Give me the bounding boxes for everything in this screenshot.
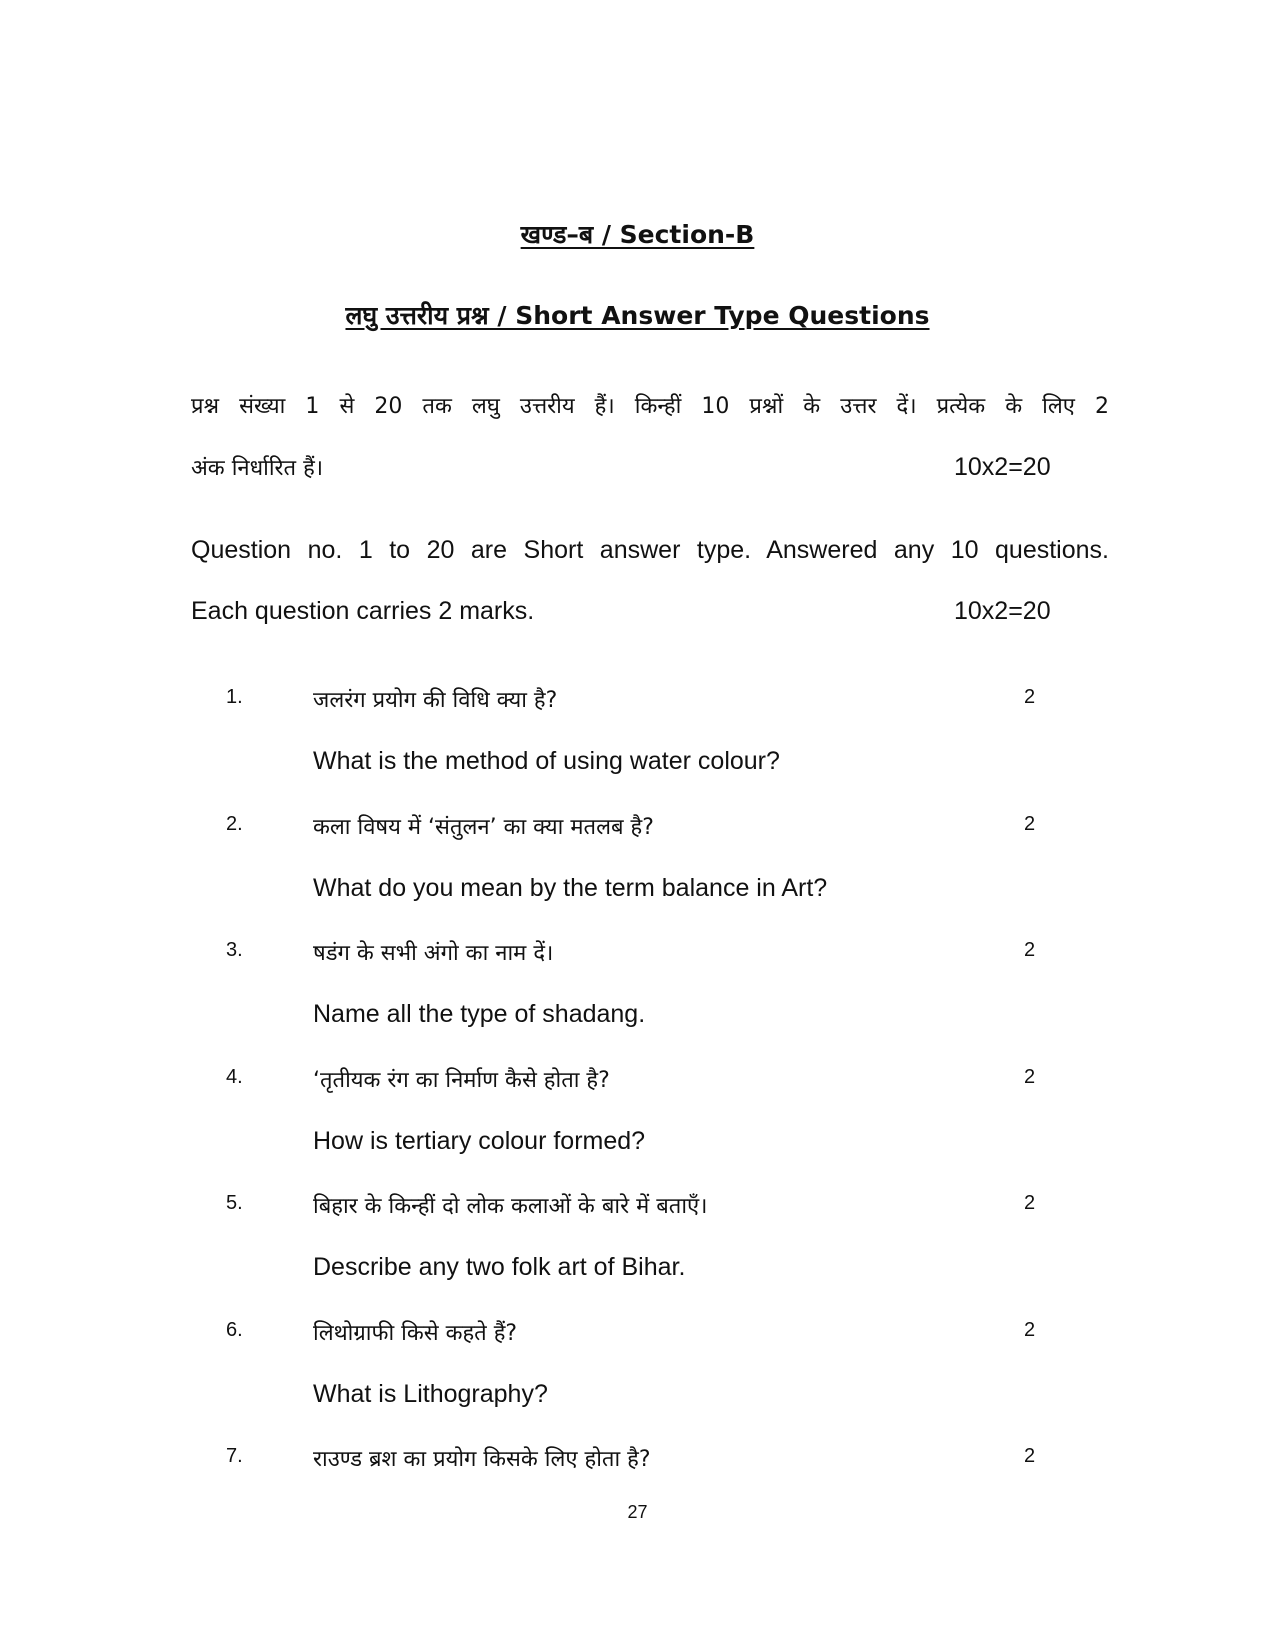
question-text-hindi: कला विषय में ‘संतुलन’ का क्या मतलब है? — [313, 814, 654, 840]
question-text-hindi: षडंग के सभी अंगो का नाम दें। — [313, 941, 554, 966]
subtitle: लघु उत्तरीय प्रश्न / Short Answer Type Questions — [345, 301, 930, 330]
question-marks: 2 — [1024, 1445, 1036, 1467]
question-number: 1. — [226, 686, 243, 708]
question-text-hindi: बिहार के किन्हीं दो लोक कलाओं के बारे में बताएँ। — [313, 1194, 708, 1219]
question-text-english: What is the method of using water colour? — [313, 747, 780, 775]
instructions-hindi-marks: 10x2=20 — [954, 453, 1051, 481]
question-number: 3. — [226, 939, 243, 961]
instructions-english-line1: Question no. 1 to 20 are Short answer type. Answered any 10 questions. — [191, 536, 1109, 564]
question-marks: 2 — [1024, 1192, 1036, 1214]
question-marks: 2 — [1024, 686, 1036, 708]
instructions-hindi-line1: प्रश्न संख्या 1 से 20 तक लघु उत्तरीय हैं। किन्हीं 10 प्रश्नों के उत्तर दें। प्रत्येक के लिए 2 — [191, 394, 1109, 419]
instructions-hindi-line2: अंक निर्धारित हैं। — [191, 456, 324, 481]
section-title: खण्ड–ब / Section-B — [520, 220, 755, 249]
question-text-english: How is tertiary colour formed? — [313, 1126, 646, 1155]
question-number: 2. — [226, 812, 243, 835]
page-number: 27 — [627, 1502, 648, 1522]
instructions-english-marks: 10x2=20 — [954, 597, 1051, 625]
question-text-english: What is Lithography? — [313, 1379, 548, 1408]
question-text-english: Name all the type of shadang. — [313, 1000, 646, 1028]
question-number: 5. — [226, 1192, 243, 1214]
question-text-hindi: राउण्ड ब्रश का प्रयोग किसके लिए होता है? — [313, 1447, 651, 1472]
question-text-hindi: ‘तृतीयक रंग का निर्माण कैसे होता है? — [313, 1067, 610, 1093]
question-text-hindi: जलरंग प्रयोग की विधि क्या है? — [313, 688, 558, 713]
question-number: 4. — [226, 1065, 243, 1088]
question-marks: 2 — [1024, 1318, 1036, 1341]
question-text-hindi: लिथोग्राफी किसे कहते हैं? — [313, 1320, 518, 1346]
question-marks: 2 — [1024, 939, 1036, 961]
question-text-english: What do you mean by the term balance in Art? — [313, 873, 828, 902]
question-number: 7. — [226, 1445, 243, 1467]
question-text-english: Describe any two folk art of Bihar. — [313, 1253, 686, 1281]
question-marks: 2 — [1024, 1065, 1036, 1088]
instructions-english-line2: Each question carries 2 marks. — [191, 597, 535, 625]
question-marks: 2 — [1024, 812, 1036, 835]
question-number: 6. — [226, 1318, 243, 1341]
